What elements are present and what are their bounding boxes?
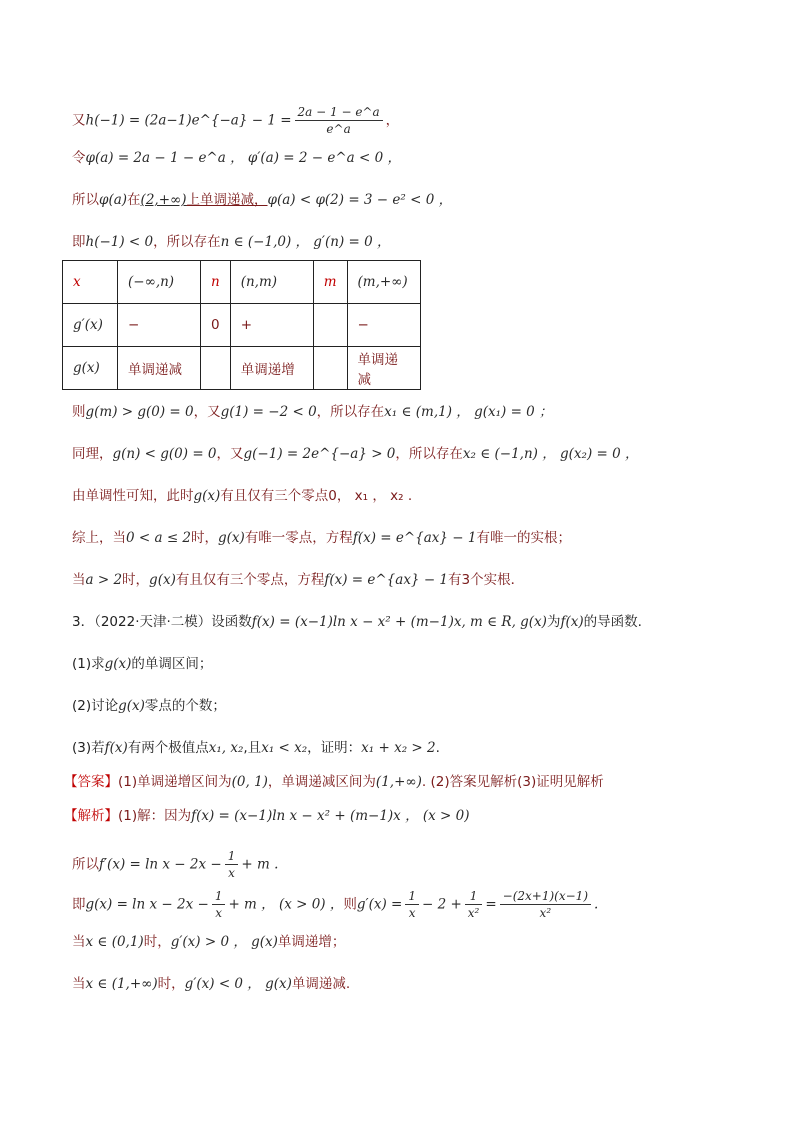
solution-line-5 <box>72 974 350 994</box>
text: 有且仅有三个零点，方程 <box>175 572 325 588</box>
text-line-5 <box>72 402 553 422</box>
math-expr: g′(x) > 0 ， g(x) <box>170 934 278 950</box>
math-expr: g(1) = −2 < 0 <box>220 404 317 420</box>
math-expr: . <box>594 896 599 913</box>
math-expr: g(x) <box>149 572 176 588</box>
text: (1)解：因为 <box>118 808 192 824</box>
fraction-denominator: x <box>215 906 223 920</box>
answer-line <box>64 772 604 792</box>
math-expr: (0, 1) <box>231 774 268 790</box>
fraction <box>212 888 226 921</box>
text: ，单调递减区间为 <box>267 774 376 790</box>
text: ，又 <box>216 446 244 462</box>
text: ，所以存在 <box>395 446 463 462</box>
text: . (2)答案见解析(3)证明见解析 <box>421 774 604 790</box>
math-expr: a > 2 <box>85 572 123 588</box>
math-expr: 0 < a ≤ 2 <box>126 530 192 546</box>
solution-line-1 <box>64 806 470 826</box>
text-line-9 <box>72 570 524 590</box>
text-line-2 <box>72 148 401 168</box>
fraction-denominator: x² <box>539 906 552 920</box>
math-expr: φ(a) = 2a − 1 − e^a ， φ′(a) = 2 − e^a < 0 ， <box>85 150 401 166</box>
question-3-part-1 <box>72 654 212 674</box>
table-cell: (n,m) <box>230 261 313 304</box>
fraction-numerator: 1 <box>465 888 483 905</box>
text: 有且仅有三个零点0， x₁ ， x₂ . <box>220 488 413 504</box>
math-expr: g(x) <box>118 698 145 714</box>
math-expr: f(x) = (x−1)ln x − x² + (m−1)x, m ∈ R, g(x) <box>251 614 547 630</box>
text: 零点的个数； <box>144 698 226 714</box>
text: 当 <box>72 934 86 950</box>
table-cell: g(x) <box>63 347 118 390</box>
text: 时， <box>122 572 150 588</box>
math-expr: (1,+∞) <box>375 774 422 790</box>
text: 时， <box>191 530 219 546</box>
text-line-1 <box>72 104 399 137</box>
table-cell: + <box>230 304 313 347</box>
text: 即 <box>72 896 86 913</box>
table-cell: (−∞,n) <box>118 261 201 304</box>
fraction-numerator: 1 <box>405 888 419 905</box>
table-cell: n <box>201 261 231 304</box>
math-expr: x₁, x₂ <box>208 740 244 756</box>
math-expr: − 2 + <box>421 896 462 913</box>
text: ，所以存在 <box>153 234 221 250</box>
text-line-8 <box>72 528 571 548</box>
math-expr: + m ， (x > 0) ， <box>228 896 344 913</box>
text: 单调递减. <box>291 976 351 992</box>
math-expr: x₂ ∈ (−1,n) ， g(x₂) = 0 ， <box>462 446 639 462</box>
text: (3)若 <box>72 740 105 756</box>
math-expr: + m . <box>241 856 279 873</box>
text: 所以 <box>72 192 99 208</box>
table-cell: 0 <box>201 304 231 347</box>
math-expr: g(x) <box>104 656 132 672</box>
solution-line-4 <box>72 932 345 952</box>
solution-tag: 【解析】 <box>64 808 118 824</box>
text: 由单调性可知，此时 <box>72 488 194 504</box>
table-cell: m <box>313 261 347 304</box>
math-expr: g(−1) = 2e^{−a} > 0 <box>243 446 396 462</box>
fraction <box>405 888 419 921</box>
text: 有唯一的实根； <box>476 530 571 546</box>
table-cell: (m,+∞) <box>347 261 420 304</box>
fraction-denominator: x <box>228 866 235 880</box>
math-expr: g(n) < g(0) = 0 <box>112 446 217 462</box>
text: 同理， <box>72 446 113 462</box>
fraction <box>465 888 483 921</box>
text: 当 <box>72 976 86 992</box>
text: 时， <box>143 934 171 950</box>
text: ,且 <box>243 740 262 756</box>
text: (2)讨论 <box>72 698 119 714</box>
math-expr: x₁ ∈ (m,1) ， g(x₁) = 0 ； <box>384 404 553 420</box>
text: 当 <box>72 572 86 588</box>
fraction <box>295 104 383 137</box>
math-expr: g(x) = ln x − 2x − <box>85 896 209 913</box>
math-expr: n ∈ (−1,0) ， g′(n) = 0 ， <box>220 234 391 250</box>
text: 时， <box>157 976 185 992</box>
math-expr: = <box>485 896 497 913</box>
fraction-numerator: 2a − 1 − e^a <box>295 104 383 121</box>
solution-line-3 <box>72 888 598 921</box>
math-expr: g(x) <box>193 488 221 504</box>
text: 单调递增； <box>277 934 346 950</box>
text: 有两个极值点 <box>127 740 209 756</box>
text: ，证明： <box>307 740 362 756</box>
text: (1)单调递增区间为 <box>118 774 232 790</box>
fraction-denominator: x <box>408 906 416 920</box>
text: ，又 <box>193 404 221 420</box>
text: 综上，当 <box>72 530 126 546</box>
table-row <box>63 261 421 304</box>
math-expr: f(x) <box>560 614 584 630</box>
text: 令 <box>72 150 86 166</box>
table-cell: − <box>118 304 201 347</box>
math-expr: h(−1) < 0 <box>85 234 154 250</box>
math-expr: f′(x) = ln x − 2x − <box>99 856 222 873</box>
math-expr: g(m) > g(0) = 0 <box>85 404 194 420</box>
text: 则 <box>72 404 86 420</box>
text: 上单调递减， <box>186 192 268 208</box>
fraction <box>500 888 591 921</box>
math-expr: (2,+∞) <box>140 192 187 208</box>
text-line-6 <box>72 444 639 464</box>
text: 在 <box>127 192 141 208</box>
text: . <box>435 740 440 756</box>
math-expr: x₁ < x₂ <box>261 740 308 756</box>
fraction-denominator: e^a <box>326 122 351 136</box>
solution-line-2 <box>72 848 278 881</box>
fraction <box>225 848 239 881</box>
table-cell: 单调递减 <box>118 347 201 390</box>
math-expr: g′(x) < 0 ， g(x) <box>184 976 292 992</box>
text: 则 <box>343 896 357 913</box>
text-line-7 <box>72 486 412 506</box>
fraction-numerator: −(2x+1)(x−1) <box>500 888 591 905</box>
math-expr: φ(a) < φ(2) = 3 − e² < 0 ， <box>267 192 453 208</box>
table-cell: 单调递增 <box>230 347 313 390</box>
text: 为 <box>546 614 561 630</box>
question-3-part-3 <box>72 738 440 758</box>
text: ， <box>385 112 400 129</box>
table-row <box>63 304 421 347</box>
table-cell: x <box>63 261 118 304</box>
text: 有3个实根． <box>448 572 525 588</box>
table-cell <box>313 304 347 347</box>
text-line-3 <box>72 190 452 210</box>
table-cell: g′(x) <box>63 304 118 347</box>
math-expr: f(x) <box>104 740 128 756</box>
table-row <box>63 347 421 390</box>
math-expr: g(x) <box>218 530 245 546</box>
math-expr: g′(x) = <box>356 896 403 913</box>
fraction-numerator: 1 <box>225 848 239 865</box>
text: (1)求 <box>72 656 105 672</box>
text: 即 <box>72 234 86 250</box>
table-cell: − <box>347 304 420 347</box>
fraction-denominator: x² <box>467 906 480 920</box>
text-line-4 <box>72 232 391 252</box>
text: 的单调区间； <box>131 656 213 672</box>
table-cell <box>313 347 347 390</box>
math-expr: φ(a) <box>99 192 128 208</box>
math-expr: h(−1) = (2a−1)e^{−a} − 1 = <box>85 112 292 129</box>
math-expr: f(x) = e^{ax} − 1 <box>352 530 477 546</box>
fraction-numerator: 1 <box>212 888 226 905</box>
math-expr: x₁ + x₂ > 2 <box>361 740 436 756</box>
text: 有唯一零点，方程 <box>244 530 353 546</box>
math-expr: x ∈ (0,1) <box>85 934 144 950</box>
text: 又 <box>72 112 86 129</box>
question-3-part-2 <box>72 696 226 716</box>
text: 的导函数. <box>583 614 642 630</box>
math-expr: x ∈ (1,+∞) <box>85 976 158 992</box>
table-cell: 单调递减 <box>347 347 420 390</box>
math-expr: f(x) = (x−1)ln x − x² + (m−1)x ， (x > 0) <box>191 808 470 824</box>
math-expr: f(x) = e^{ax} − 1 <box>324 572 449 588</box>
question-3 <box>72 612 642 632</box>
text: ，所以存在 <box>316 404 385 420</box>
table-cell <box>201 347 231 390</box>
question-number: 3．（2022·天津·二模）设函数 <box>72 614 252 630</box>
text: 所以 <box>72 856 99 873</box>
answer-tag: 【答案】 <box>64 774 118 790</box>
sign-table <box>62 260 421 390</box>
